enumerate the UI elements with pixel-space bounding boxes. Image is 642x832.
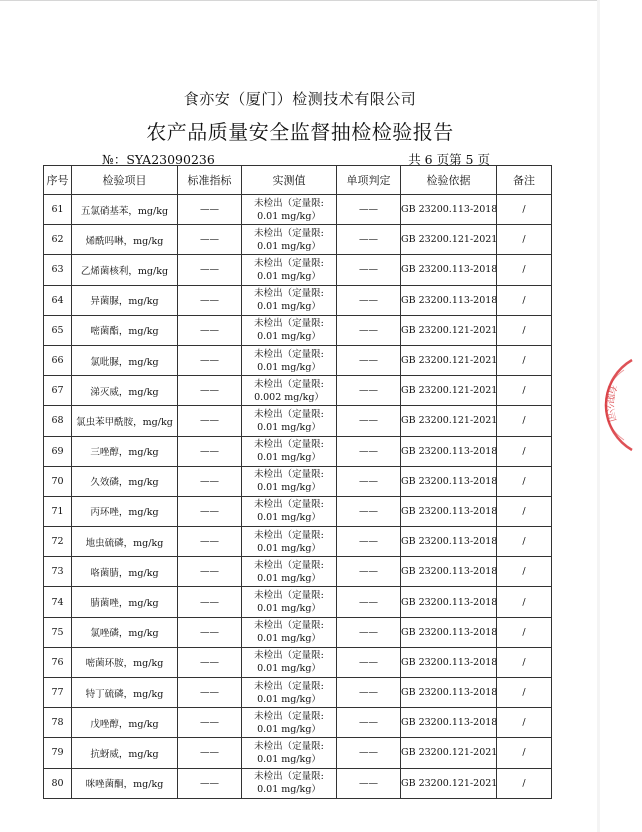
row-item: 久效磷，mg/kg (72, 466, 178, 496)
row-standard: —— (178, 285, 242, 315)
row-basis: GB 23200.113-2018 (401, 647, 497, 677)
page-info: 共 6 页第 5 页 (408, 152, 490, 167)
row-standard: —— (178, 345, 242, 375)
row-result (242, 678, 337, 708)
result-line-2: 0.01 mg/kg） (257, 663, 321, 675)
row-basis: GB 23200.121-2021 (401, 406, 497, 436)
result-line-2: 0.01 mg/kg） (257, 452, 321, 464)
company-seal-stamp (572, 350, 642, 460)
row-number: 75 (44, 617, 72, 647)
row-result (242, 376, 337, 406)
row-standard: —— (178, 315, 242, 345)
row-note: / (497, 708, 552, 738)
row-basis: GB 23200.113-2018 (401, 255, 497, 285)
result-line-1: 未检出（定量限: (254, 318, 324, 330)
row-judgement: —— (337, 738, 401, 768)
result-line-2: 0.01 mg/kg） (257, 361, 321, 373)
result-line-2: 0.002 mg/kg） (254, 391, 324, 403)
row-number: 61 (44, 195, 72, 225)
result-line-1: 未检出（定量限: (254, 771, 324, 783)
table-row (44, 587, 552, 617)
table-row (44, 436, 552, 466)
row-standard: —— (178, 466, 242, 496)
row-item: 嘧菌酯，mg/kg (72, 315, 178, 345)
row-number: 71 (44, 496, 72, 526)
row-basis: GB 23200.113-2018 (401, 285, 497, 315)
row-standard: —— (178, 436, 242, 466)
result-line-2: 0.01 mg/kg） (257, 482, 321, 494)
row-number: 73 (44, 557, 72, 587)
row-note: / (497, 587, 552, 617)
row-standard: —— (178, 527, 242, 557)
table-row (44, 617, 552, 647)
col-header-result: 实测值 (242, 166, 337, 195)
result-line-2: 0.01 mg/kg） (257, 240, 321, 252)
row-basis: GB 23200.113-2018 (401, 557, 497, 587)
row-note: / (497, 768, 552, 798)
row-number: 76 (44, 647, 72, 677)
row-judgement: —— (337, 587, 401, 617)
row-note: / (497, 406, 552, 436)
result-line-2: 0.01 mg/kg） (257, 633, 321, 645)
row-result (242, 617, 337, 647)
table-row (44, 647, 552, 677)
result-line-2: 0.01 mg/kg） (257, 421, 321, 433)
row-result (242, 496, 337, 526)
row-judgement: —— (337, 466, 401, 496)
row-item: 戊唑醇，mg/kg (72, 708, 178, 738)
row-result (242, 587, 337, 617)
row-note: / (497, 647, 552, 677)
result-line-2: 0.01 mg/kg） (257, 512, 321, 524)
row-judgement: —— (337, 255, 401, 285)
table-body (44, 195, 552, 799)
row-note: / (497, 678, 552, 708)
table-row (44, 708, 552, 738)
table-row (44, 496, 552, 526)
row-basis: GB 23200.121-2021 (401, 768, 497, 798)
row-standard: —— (178, 587, 242, 617)
row-number: 68 (44, 406, 72, 436)
row-item: 地虫硫磷，mg/kg (72, 527, 178, 557)
result-line-2: 0.01 mg/kg） (257, 542, 321, 554)
row-number: 66 (44, 345, 72, 375)
row-result (242, 285, 337, 315)
row-basis: GB 23200.121-2021 (401, 345, 497, 375)
result-line-1: 未检出（定量限: (254, 529, 324, 541)
result-line-2: 0.01 mg/kg） (257, 784, 321, 796)
row-judgement: —— (337, 225, 401, 255)
row-note: / (497, 617, 552, 647)
row-note: / (497, 315, 552, 345)
report-meta (60, 150, 500, 166)
row-note: / (497, 466, 552, 496)
row-result (242, 345, 337, 375)
row-basis: GB 23200.121-2021 (401, 315, 497, 345)
row-note: / (497, 225, 552, 255)
company-name: 食亦安（厦门）检测技术有限公司 (183, 90, 417, 108)
row-note: / (497, 738, 552, 768)
row-number: 72 (44, 527, 72, 557)
row-note: / (497, 557, 552, 587)
row-standard: —— (178, 225, 242, 255)
result-line-1: 未检出（定量限: (254, 348, 324, 360)
row-judgement: —— (337, 406, 401, 436)
table-row (44, 195, 552, 225)
result-line-1: 未检出（定量限: (254, 227, 324, 239)
row-basis: GB 23200.113-2018 (401, 678, 497, 708)
row-item: 丙环唑，mg/kg (72, 496, 178, 526)
result-line-1: 未检出（定量限: (254, 499, 324, 511)
row-basis: GB 23200.121-2021 (401, 376, 497, 406)
row-basis: GB 23200.113-2018 (401, 195, 497, 225)
table-row (44, 678, 552, 708)
col-header-basis: 检验依据 (401, 166, 497, 195)
row-basis: GB 23200.113-2018 (401, 496, 497, 526)
result-line-2: 0.01 mg/kg） (257, 331, 321, 343)
row-number: 62 (44, 225, 72, 255)
row-basis: GB 23200.113-2018 (401, 587, 497, 617)
row-basis: GB 23200.121-2021 (401, 225, 497, 255)
table-row (44, 315, 552, 345)
row-result (242, 436, 337, 466)
row-judgement: —— (337, 617, 401, 647)
row-judgement: —— (337, 315, 401, 345)
result-line-2: 0.01 mg/kg） (257, 572, 321, 584)
row-judgement: —— (337, 527, 401, 557)
table-row (44, 376, 552, 406)
row-item: 五氯硝基苯，mg/kg (72, 195, 178, 225)
result-line-1: 未检出（定量限: (254, 710, 324, 722)
row-item: 异菌脲，mg/kg (72, 285, 178, 315)
row-judgement: —— (337, 436, 401, 466)
row-judgement: —— (337, 195, 401, 225)
result-line-1: 未检出（定量限: (254, 559, 324, 571)
result-line-2: 0.01 mg/kg） (257, 693, 321, 705)
row-judgement: —— (337, 376, 401, 406)
result-line-1: 未检出（定量限: (254, 408, 324, 420)
result-line-2: 0.01 mg/kg） (257, 270, 321, 282)
row-item: 咪唑菌酮，mg/kg (72, 768, 178, 798)
row-standard: —— (178, 768, 242, 798)
table-row (44, 225, 552, 255)
table-row (44, 738, 552, 768)
row-item: 氯唑磷，mg/kg (72, 617, 178, 647)
row-item: 三唑醇，mg/kg (72, 436, 178, 466)
row-standard: —— (178, 647, 242, 677)
row-result (242, 557, 337, 587)
row-standard: —— (178, 195, 242, 225)
row-note: / (497, 285, 552, 315)
row-item: 乙烯菌核利，mg/kg (72, 255, 178, 285)
row-result (242, 315, 337, 345)
row-judgement: —— (337, 285, 401, 315)
row-note: / (497, 496, 552, 526)
result-line-1: 未检出（定量限: (254, 650, 324, 662)
row-number: 77 (44, 678, 72, 708)
row-number: 80 (44, 768, 72, 798)
result-line-1: 未检出（定量限: (254, 680, 324, 692)
result-line-1: 未检出（定量限: (254, 439, 324, 451)
row-basis: GB 23200.113-2018 (401, 527, 497, 557)
result-line-1: 未检出（定量限: (254, 257, 324, 269)
row-standard: —— (178, 557, 242, 587)
result-line-2: 0.01 mg/kg） (257, 210, 321, 222)
row-number: 78 (44, 708, 72, 738)
inspection-table (43, 165, 552, 799)
row-result (242, 225, 337, 255)
row-note: / (497, 195, 552, 225)
table-row (44, 255, 552, 285)
row-item: 特丁硫磷，mg/kg (72, 678, 178, 708)
row-standard: —— (178, 376, 242, 406)
table-row (44, 345, 552, 375)
row-note: / (497, 376, 552, 406)
row-judgement: —— (337, 708, 401, 738)
table-row (44, 406, 552, 436)
result-line-1: 未检出（定量限: (254, 469, 324, 481)
row-basis: GB 23200.113-2018 (401, 708, 497, 738)
row-result (242, 708, 337, 738)
table-row (44, 527, 552, 557)
row-number: 70 (44, 466, 72, 496)
row-note: / (497, 436, 552, 466)
result-line-2: 0.01 mg/kg） (257, 603, 321, 615)
row-standard: —— (178, 406, 242, 436)
row-basis: GB 23200.113-2018 (401, 617, 497, 647)
row-number: 63 (44, 255, 72, 285)
stamp-mark: 有限公司 (602, 382, 618, 424)
result-line-1: 未检出（定量限: (254, 197, 324, 209)
row-item: 腈菌唑，mg/kg (72, 587, 178, 617)
row-result (242, 406, 337, 436)
row-result (242, 647, 337, 677)
row-judgement: —— (337, 557, 401, 587)
row-item: 抗蚜威，mg/kg (72, 738, 178, 768)
row-result (242, 738, 337, 768)
result-line-2: 0.01 mg/kg） (257, 301, 321, 313)
row-judgement: —— (337, 768, 401, 798)
col-header-note: 备注 (497, 166, 552, 195)
row-item: 涕灭威，mg/kg (72, 376, 178, 406)
col-header-no: 序号 (44, 166, 72, 195)
row-number: 67 (44, 376, 72, 406)
row-item: 氯虫苯甲酰胺，mg/kg (72, 406, 178, 436)
row-judgement: —— (337, 496, 401, 526)
row-number: 65 (44, 315, 72, 345)
row-result (242, 255, 337, 285)
col-header-standard: 标准指标 (178, 166, 242, 195)
result-line-2: 0.01 mg/kg） (257, 723, 321, 735)
row-basis: GB 23200.113-2018 (401, 466, 497, 496)
row-note: / (497, 345, 552, 375)
row-item: 氯吡脲，mg/kg (72, 345, 178, 375)
report-number: №：SYA23090236 (102, 152, 215, 167)
row-result (242, 527, 337, 557)
result-line-1: 未检出（定量限: (254, 378, 324, 390)
result-line-1: 未检出（定量限: (254, 288, 324, 300)
row-item: 烯酰吗啉，mg/kg (72, 225, 178, 255)
row-judgement: —— (337, 647, 401, 677)
result-line-1: 未检出（定量限: (254, 590, 324, 602)
row-basis: GB 23200.121-2021 (401, 738, 497, 768)
result-line-2: 0.01 mg/kg） (257, 753, 321, 765)
row-result (242, 195, 337, 225)
row-note: / (497, 255, 552, 285)
col-header-judgement: 单项判定 (337, 166, 401, 195)
row-standard: —— (178, 738, 242, 768)
report-title: 农产品质量安全监督抽检检验报告 (146, 120, 454, 144)
result-line-1: 未检出（定量限: (254, 620, 324, 632)
row-result (242, 466, 337, 496)
row-standard: —— (178, 708, 242, 738)
row-item: 咯菌腈，mg/kg (72, 557, 178, 587)
row-note: / (497, 527, 552, 557)
table-row (44, 466, 552, 496)
row-standard: —— (178, 678, 242, 708)
table-row (44, 557, 552, 587)
row-basis: GB 23200.113-2018 (401, 436, 497, 466)
row-judgement: —— (337, 678, 401, 708)
table-header-row (44, 166, 552, 195)
row-number: 79 (44, 738, 72, 768)
row-standard: —— (178, 617, 242, 647)
row-standard: —— (178, 255, 242, 285)
result-line-1: 未检出（定量限: (254, 740, 324, 752)
row-number: 69 (44, 436, 72, 466)
row-judgement: —— (337, 345, 401, 375)
table-row (44, 285, 552, 315)
row-standard: —— (178, 496, 242, 526)
col-header-item: 检验项目 (72, 166, 178, 195)
page-top-border (0, 0, 600, 1)
row-result (242, 768, 337, 798)
table-row (44, 768, 552, 798)
row-number: 64 (44, 285, 72, 315)
row-item: 嘧菌环胺，mg/kg (72, 647, 178, 677)
row-number: 74 (44, 587, 72, 617)
